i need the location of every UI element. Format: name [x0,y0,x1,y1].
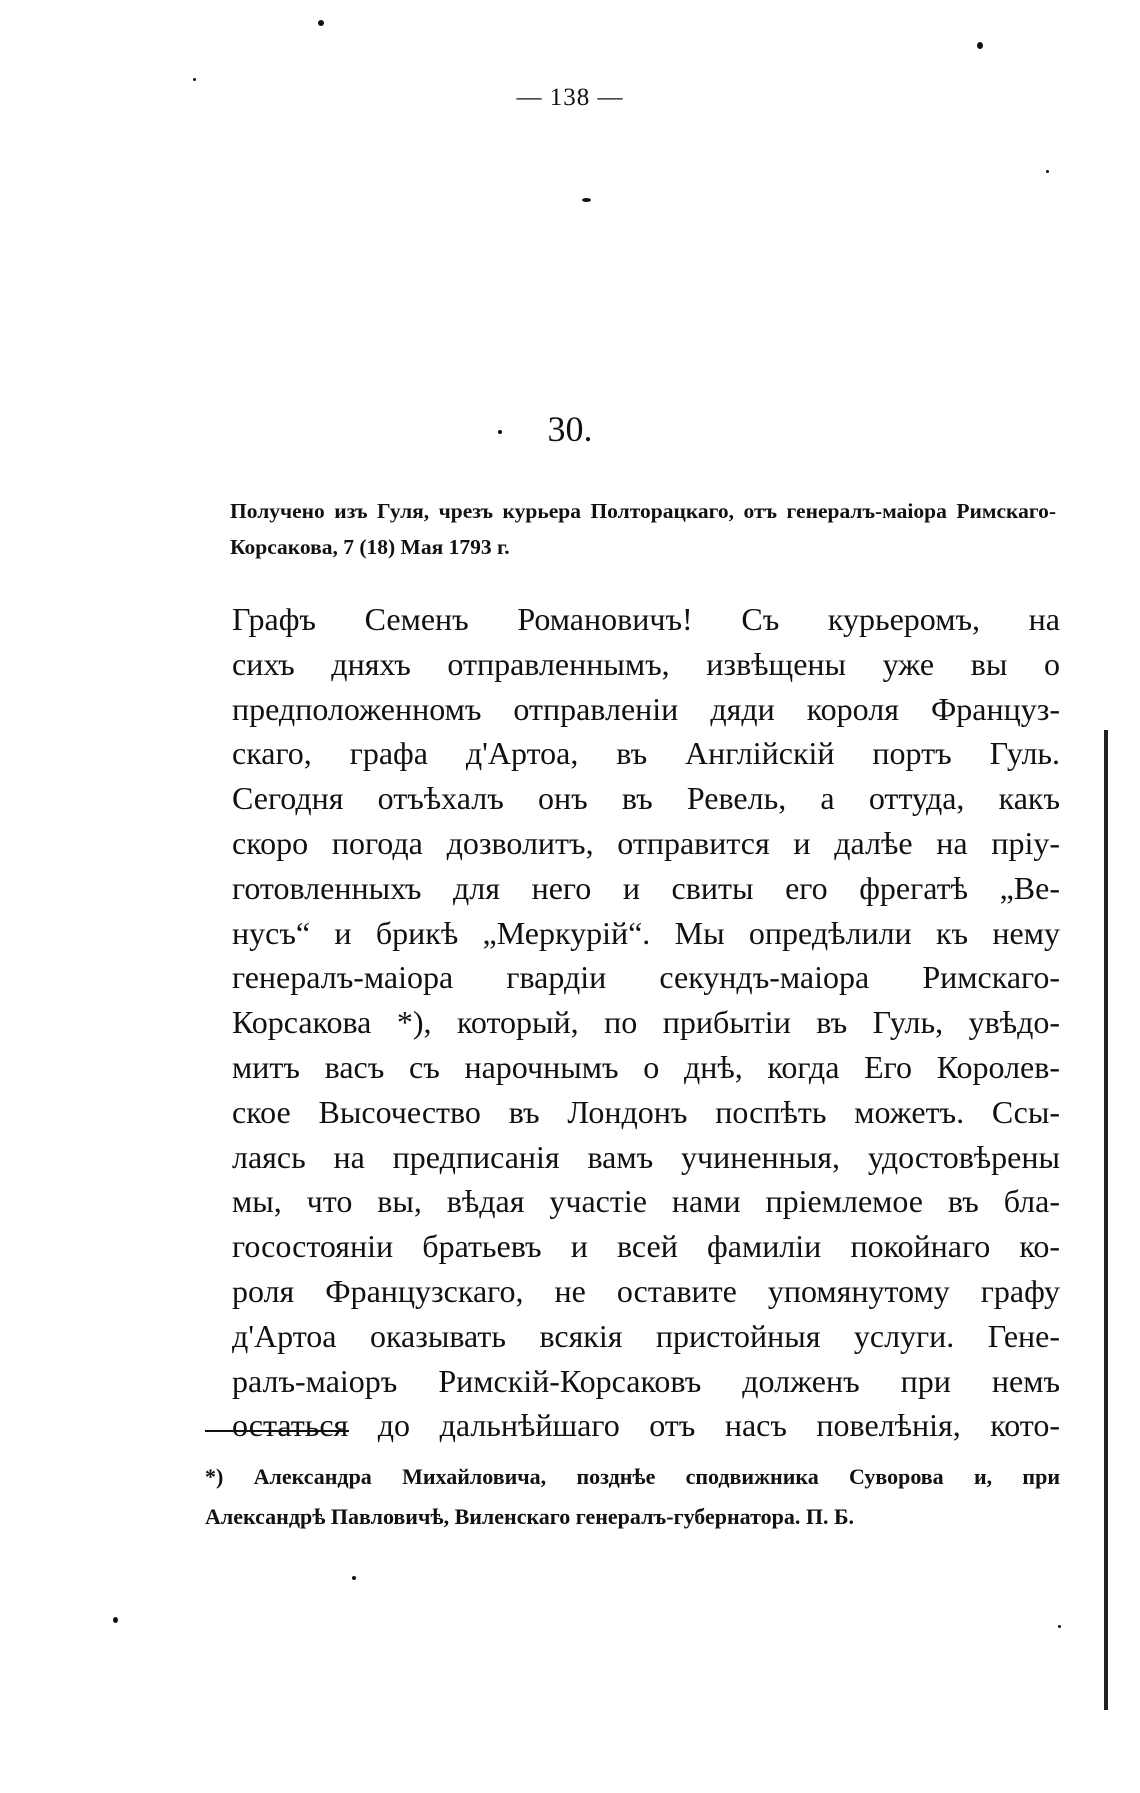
page-number: — 138 — [516,84,624,111]
letter-body [232,597,1060,1448]
footnote-divider [205,1430,349,1432]
scan-speck [1058,1625,1061,1628]
body-line: Графъ Семенъ Романовичъ! Съ курьеромъ, на [232,601,1060,637]
body-line: митъ васъ съ нарочнымъ о днѣ, когда Его Королев- [232,1048,1060,1085]
scan-speck [1046,170,1049,173]
body-line: лаясь на предписанія вамъ учиненныя, удостовѣрены [232,1138,1060,1175]
scan-speck [582,198,591,202]
body-line: ское Высочество въ Лондонъ поспѣть можетъ. Ссы- [232,1093,1060,1130]
body-line: сихъ дняхъ отправленнымъ, извѣщены уже вы о [232,645,1060,682]
body-line: генералъ-маіора гвардіи секундъ-маіора Римскаго- [232,959,1060,996]
body-line: госостояніи братьевъ и всей фамиліи покойнаго ко- [232,1228,1060,1265]
scan-speck [318,20,324,26]
footnote-line: *) Александра Михайловича, позднѣе сподвижника Суворова и, при [205,1464,1060,1489]
scan-edge-mark [1104,730,1108,1710]
body-line: скаго, графа д'Артоа, въ Англійскій портъ Гуль. [232,735,1060,772]
scan-speck [113,1617,118,1623]
body-line: Сегодня отъѣхалъ онъ въ Ревель, а оттуда, какъ [232,780,1060,817]
body-line: Корсакова *), который, по прибытіи въ Гуль, увѣдо- [232,1004,1060,1041]
body-line: скоро погода дозволитъ, отправится и далѣе на пріу- [232,824,1060,861]
body-line: роля Французскаго, не оставите упомянутому графу [232,1272,1060,1309]
body-line: мы, что вы, вѣдая участіе нами пріемлемое въ бла- [232,1183,1060,1220]
scan-speck [193,78,196,81]
body-line: остаться до дальнѣйшаго отъ насъ повелѣнія, кото- [232,1407,1060,1444]
body-line: предположенномъ отправленіи дяди короля Француз- [232,690,1060,727]
body-line: ралъ-маіоръ Римскій-Корсаковъ долженъ при немъ [232,1362,1060,1399]
scan-speck [498,430,502,434]
footnote [205,1457,1060,1537]
letter-number: 30. [547,409,593,449]
letter-heading: Получено изъ Гуля, чрезъ курьера Полторацкаго, отъ генералъ-маіора Римскаго-Корсакова, 7 (18) Мая 1793 г. [230,499,1056,559]
body-line: д'Артоа оказывать всякія пристойныя услуги. Гене- [232,1317,1060,1354]
scan-speck [352,1576,356,1580]
scan-speck [977,42,983,49]
footnote-line: Александрѣ Павловичѣ, Виленскаго генералъ-губернатора. П. Б. [205,1504,854,1529]
body-line: готовленныхъ для него и свиты его фрегатѣ „Ве- [232,869,1060,906]
body-line: нусъ“ и брикѣ „Меркурій“. Мы опредѣлили къ нему [232,914,1060,951]
